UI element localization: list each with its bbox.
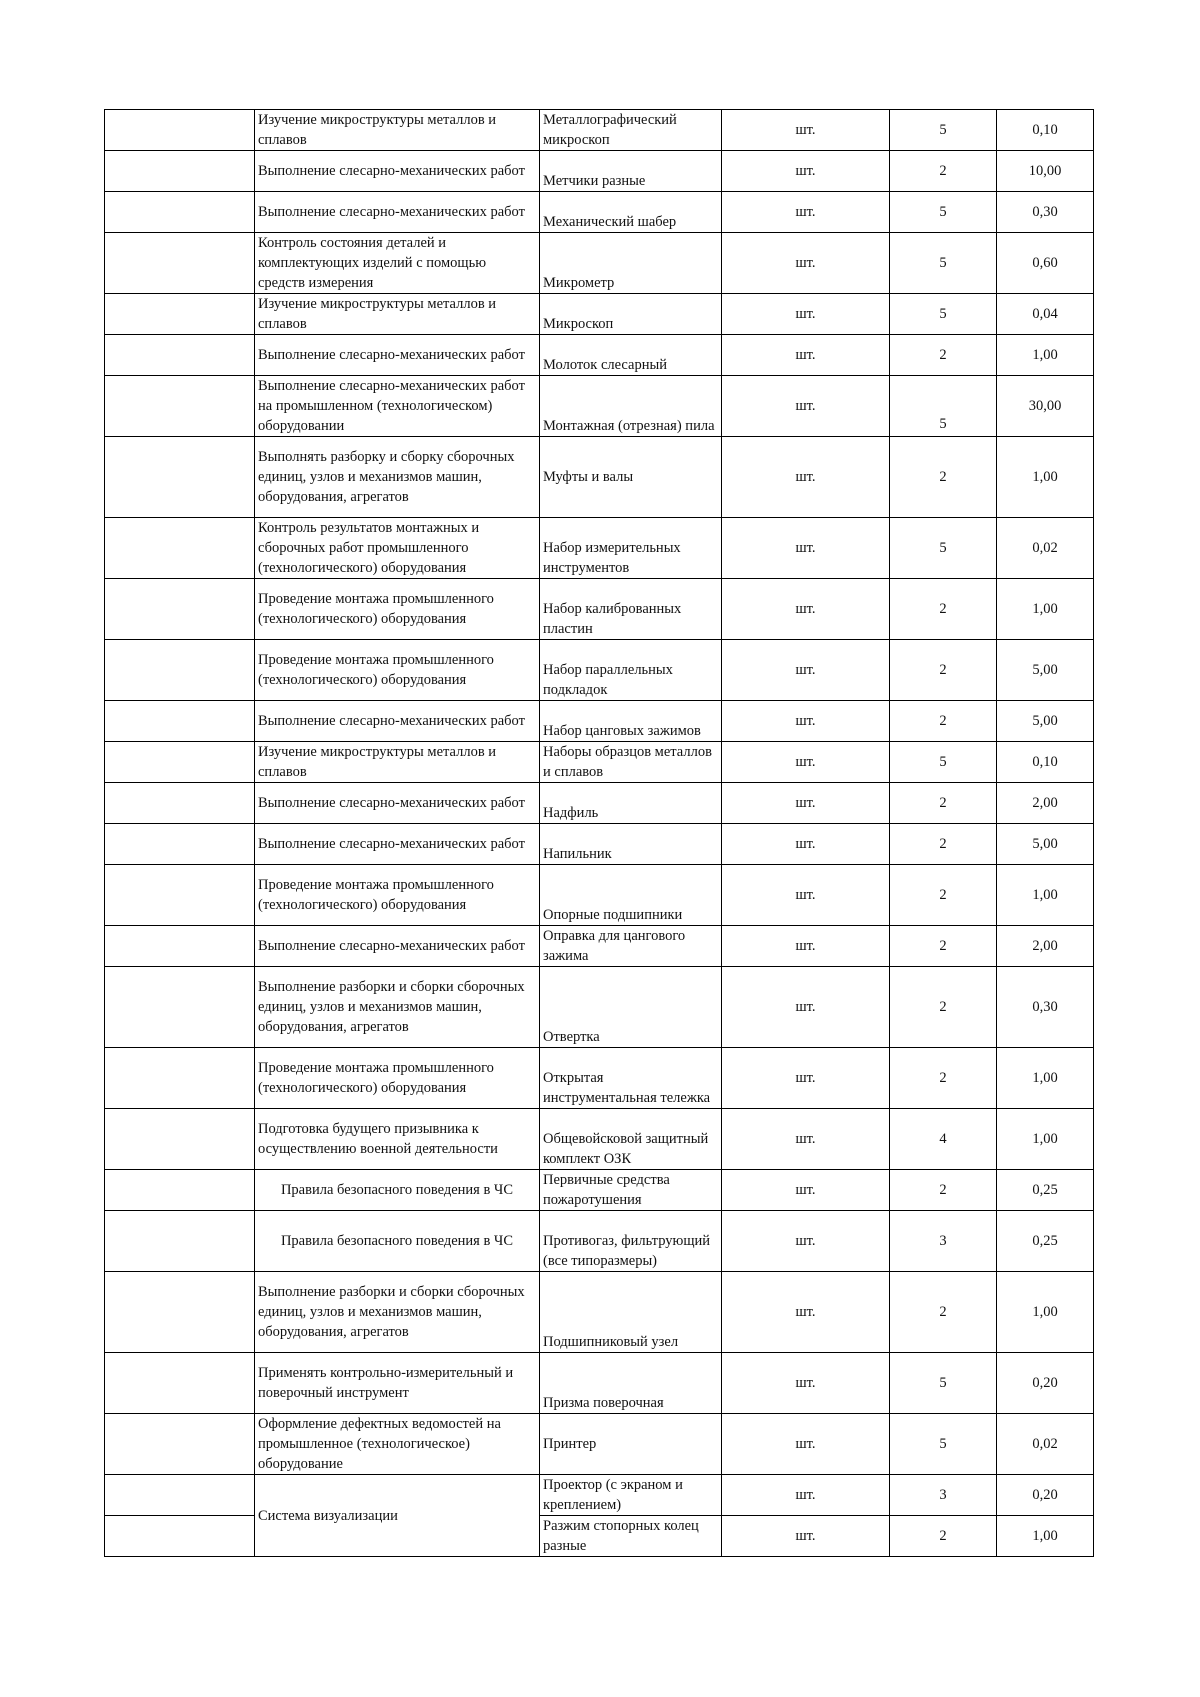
qty-cell: 2 <box>890 783 997 824</box>
unit-cell: шт. <box>722 1170 890 1211</box>
table-row <box>105 192 1094 233</box>
item-cell: Молоток слесарный <box>540 335 722 376</box>
empty-cell <box>105 192 255 233</box>
unit-cell: шт. <box>722 1272 890 1353</box>
unit-cell: шт. <box>722 192 890 233</box>
activity-cell: Проведение монтажа промышленного (технологического) оборудования <box>255 640 540 701</box>
table-row <box>105 824 1094 865</box>
qty-cell: 3 <box>890 1475 997 1516</box>
unit-cell: шт. <box>722 1048 890 1109</box>
item-cell: Набор цанговых зажимов <box>540 701 722 742</box>
qty-cell: 2 <box>890 151 997 192</box>
norm-cell: 1,00 <box>997 1109 1094 1170</box>
unit-cell: шт. <box>722 967 890 1048</box>
table-row <box>105 579 1094 640</box>
table-row <box>105 1170 1094 1211</box>
norm-cell: 0,60 <box>997 233 1094 294</box>
equipment-table <box>104 109 1094 1557</box>
item-cell: Наборы образцов металлов и сплавов <box>540 742 722 783</box>
unit-cell: шт. <box>722 865 890 926</box>
table-row <box>105 1048 1094 1109</box>
table-row <box>105 437 1094 518</box>
table-row <box>105 233 1094 294</box>
unit-cell: шт. <box>722 1109 890 1170</box>
table-row <box>105 518 1094 579</box>
activity-cell: Выполнение слесарно-механических работ <box>255 151 540 192</box>
item-cell: Набор калиброванных пластин <box>540 579 722 640</box>
qty-cell: 5 <box>890 110 997 151</box>
qty-cell: 2 <box>890 926 997 967</box>
item-cell: Опорные подшипники <box>540 865 722 926</box>
table-row <box>105 865 1094 926</box>
item-cell: Напильник <box>540 824 722 865</box>
unit-cell: шт. <box>722 376 890 437</box>
table-row <box>105 1109 1094 1170</box>
qty-cell: 2 <box>890 437 997 518</box>
empty-cell <box>105 1353 255 1414</box>
item-cell: Первичные средства пожаротушения <box>540 1170 722 1211</box>
table-row <box>105 335 1094 376</box>
norm-cell: 1,00 <box>997 437 1094 518</box>
activity-cell: Выполнять разборку и сборку сборочных единиц, узлов и механизмов машин, оборудования, агрегатов <box>255 437 540 518</box>
empty-cell <box>105 1272 255 1353</box>
activity-cell: Правила безопасного поведения в ЧС <box>255 1170 540 1211</box>
activity-cell: Выполнение слесарно-механических работ <box>255 926 540 967</box>
qty-cell: 5 <box>890 518 997 579</box>
empty-cell <box>105 579 255 640</box>
qty-cell: 5 <box>890 742 997 783</box>
activity-cell: Выполнение слесарно-механических работ <box>255 701 540 742</box>
item-cell: Механический шабер <box>540 192 722 233</box>
norm-cell: 10,00 <box>997 151 1094 192</box>
table-row <box>105 151 1094 192</box>
activity-cell: Проведение монтажа промышленного (технологического) оборудования <box>255 1048 540 1109</box>
table-row <box>105 1516 1094 1557</box>
qty-cell: 5 <box>890 192 997 233</box>
qty-cell: 2 <box>890 967 997 1048</box>
empty-cell <box>105 110 255 151</box>
unit-cell: шт. <box>722 335 890 376</box>
item-cell: Открытая инструментальная тележка <box>540 1048 722 1109</box>
item-cell: Проектор (с экраном и креплением) <box>540 1475 722 1516</box>
empty-cell <box>105 376 255 437</box>
activity-cell: Подготовка будущего призывника к осуществлению военной деятельности <box>255 1109 540 1170</box>
item-cell: Противогаз, фильтрующий (все типоразмеры) <box>540 1211 722 1272</box>
qty-cell: 2 <box>890 865 997 926</box>
activity-cell: Выполнение слесарно-механических работ <box>255 335 540 376</box>
item-cell: Металлографический микроскоп <box>540 110 722 151</box>
activity-cell: Применять контрольно-измерительный и поверочный инструмент <box>255 1353 540 1414</box>
unit-cell: шт. <box>722 518 890 579</box>
norm-cell: 0,30 <box>997 967 1094 1048</box>
qty-cell: 2 <box>890 1516 997 1557</box>
norm-cell: 1,00 <box>997 1048 1094 1109</box>
activity-cell: Правила безопасного поведения в ЧС <box>255 1211 540 1272</box>
table-row <box>105 376 1094 437</box>
activity-cell: Изучение микроструктуры металлов и сплавов <box>255 742 540 783</box>
empty-cell <box>105 1414 255 1475</box>
activity-cell: Изучение микроструктуры металлов и сплавов <box>255 110 540 151</box>
item-cell: Разжим стопорных колец разные <box>540 1516 722 1557</box>
item-cell: Микроскоп <box>540 294 722 335</box>
norm-cell: 5,00 <box>997 824 1094 865</box>
item-cell: Метчики разные <box>540 151 722 192</box>
norm-cell: 2,00 <box>997 926 1094 967</box>
activity-cell: Система визуализации <box>255 1475 540 1557</box>
unit-cell: шт. <box>722 783 890 824</box>
item-cell: Оправка для цангового зажима <box>540 926 722 967</box>
unit-cell: шт. <box>722 1353 890 1414</box>
activity-cell: Выполнение разборки и сборки сборочных единиц, узлов и механизмов машин, оборудования, агрегатов <box>255 1272 540 1353</box>
unit-cell: шт. <box>722 701 890 742</box>
item-cell: Набор параллельных подкладок <box>540 640 722 701</box>
empty-cell <box>105 1211 255 1272</box>
empty-cell <box>105 1516 255 1557</box>
activity-cell: Выполнение слесарно-механических работ <box>255 824 540 865</box>
item-cell: Микрометр <box>540 233 722 294</box>
unit-cell: шт. <box>722 1475 890 1516</box>
norm-cell: 0,20 <box>997 1475 1094 1516</box>
unit-cell: шт. <box>722 294 890 335</box>
activity-cell: Выполнение слесарно-механических работ <box>255 783 540 824</box>
activity-cell: Изучение микроструктуры металлов и сплавов <box>255 294 540 335</box>
norm-cell: 5,00 <box>997 701 1094 742</box>
norm-cell: 0,30 <box>997 192 1094 233</box>
empty-cell <box>105 1048 255 1109</box>
unit-cell: шт. <box>722 640 890 701</box>
item-cell: Принтер <box>540 1414 722 1475</box>
norm-cell: 1,00 <box>997 1272 1094 1353</box>
norm-cell: 30,00 <box>997 376 1094 437</box>
unit-cell: шт. <box>722 151 890 192</box>
empty-cell <box>105 335 255 376</box>
empty-cell <box>105 967 255 1048</box>
empty-cell <box>105 1475 255 1516</box>
qty-cell: 2 <box>890 579 997 640</box>
item-cell: Надфиль <box>540 783 722 824</box>
qty-cell: 3 <box>890 1211 997 1272</box>
qty-cell: 2 <box>890 640 997 701</box>
unit-cell: шт. <box>722 926 890 967</box>
table-row <box>105 783 1094 824</box>
norm-cell: 1,00 <box>997 1516 1094 1557</box>
item-cell: Набор измерительных инструментов <box>540 518 722 579</box>
norm-cell: 0,02 <box>997 1414 1094 1475</box>
qty-cell: 5 <box>890 1414 997 1475</box>
empty-cell <box>105 824 255 865</box>
norm-cell: 0,02 <box>997 518 1094 579</box>
empty-cell <box>105 1109 255 1170</box>
qty-cell: 5 <box>890 376 997 437</box>
norm-cell: 2,00 <box>997 783 1094 824</box>
unit-cell: шт. <box>722 233 890 294</box>
activity-cell: Выполнение слесарно-механических работ на промышленном (технологическом) оборудовании <box>255 376 540 437</box>
norm-cell: 0,25 <box>997 1170 1094 1211</box>
empty-cell <box>105 233 255 294</box>
unit-cell: шт. <box>722 437 890 518</box>
empty-cell <box>105 1170 255 1211</box>
norm-cell: 0,10 <box>997 110 1094 151</box>
empty-cell <box>105 742 255 783</box>
qty-cell: 2 <box>890 1048 997 1109</box>
empty-cell <box>105 865 255 926</box>
qty-cell: 2 <box>890 1170 997 1211</box>
table-row <box>105 1353 1094 1414</box>
table-row <box>105 294 1094 335</box>
item-cell: Призма поверочная <box>540 1353 722 1414</box>
unit-cell: шт. <box>722 1516 890 1557</box>
activity-cell: Оформление дефектных ведомостей на промышленное (технологическое) оборудование <box>255 1414 540 1475</box>
item-cell: Отвертка <box>540 967 722 1048</box>
qty-cell: 2 <box>890 824 997 865</box>
item-cell: Общевойсковой защитный комплект ОЗК <box>540 1109 722 1170</box>
table-row <box>105 926 1094 967</box>
empty-cell <box>105 926 255 967</box>
qty-cell: 4 <box>890 1109 997 1170</box>
qty-cell: 2 <box>890 701 997 742</box>
norm-cell: 0,25 <box>997 1211 1094 1272</box>
table-row <box>105 1475 1094 1516</box>
activity-cell: Проведение монтажа промышленного (технологического) оборудования <box>255 579 540 640</box>
table-row <box>105 640 1094 701</box>
table-row <box>105 701 1094 742</box>
norm-cell: 0,20 <box>997 1353 1094 1414</box>
empty-cell <box>105 701 255 742</box>
norm-cell: 1,00 <box>997 865 1094 926</box>
qty-cell: 5 <box>890 1353 997 1414</box>
empty-cell <box>105 640 255 701</box>
empty-cell <box>105 437 255 518</box>
norm-cell: 5,00 <box>997 640 1094 701</box>
norm-cell: 1,00 <box>997 579 1094 640</box>
unit-cell: шт. <box>722 110 890 151</box>
unit-cell: шт. <box>722 1211 890 1272</box>
qty-cell: 5 <box>890 233 997 294</box>
empty-cell <box>105 151 255 192</box>
table-row <box>105 1211 1094 1272</box>
qty-cell: 5 <box>890 294 997 335</box>
norm-cell: 1,00 <box>997 335 1094 376</box>
norm-cell: 0,10 <box>997 742 1094 783</box>
norm-cell: 0,04 <box>997 294 1094 335</box>
activity-cell: Контроль состояния деталей и комплектующих изделий с помощью средств измерения <box>255 233 540 294</box>
unit-cell: шт. <box>722 1414 890 1475</box>
item-cell: Монтажная (отрезная) пила <box>540 376 722 437</box>
qty-cell: 2 <box>890 335 997 376</box>
activity-cell: Проведение монтажа промышленного (технологического) оборудования <box>255 865 540 926</box>
table-row <box>105 1414 1094 1475</box>
empty-cell <box>105 294 255 335</box>
unit-cell: шт. <box>722 579 890 640</box>
empty-cell <box>105 783 255 824</box>
unit-cell: шт. <box>722 742 890 783</box>
activity-cell: Выполнение разборки и сборки сборочных единиц, узлов и механизмов машин, оборудования, агрегатов <box>255 967 540 1048</box>
table-row <box>105 967 1094 1048</box>
activity-cell: Выполнение слесарно-механических работ <box>255 192 540 233</box>
activity-cell: Контроль результатов монтажных и сборочных работ промышленного (технологического) оборудования <box>255 518 540 579</box>
item-cell: Подшипниковый узел <box>540 1272 722 1353</box>
table-row <box>105 110 1094 151</box>
qty-cell: 2 <box>890 1272 997 1353</box>
item-cell: Муфты и валы <box>540 437 722 518</box>
empty-cell <box>105 518 255 579</box>
table-row <box>105 1272 1094 1353</box>
unit-cell: шт. <box>722 824 890 865</box>
table-row <box>105 742 1094 783</box>
